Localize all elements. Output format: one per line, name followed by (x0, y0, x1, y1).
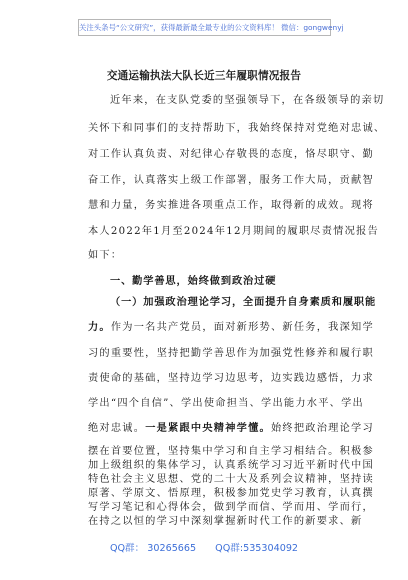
section-heading: 一、勤学善思，始终做到政治过硬 (110, 276, 277, 287)
subsection-heading: （一）加强政治理论学习，全面提升自身素质和履职能 (110, 297, 377, 308)
body-line: 本人2022年1月至2024年12月期间的履职尽责情况报告 (88, 226, 379, 237)
bold-phrase: 一是紧跟中央精神学懂。 (145, 423, 271, 434)
body-text: 始终把政治理论学习 (271, 423, 374, 434)
footer-qq-2: QQ群:535304092 (215, 543, 299, 554)
body-text: 绝对忠诚。 (88, 423, 146, 434)
body-line: 慧和力量，务实推进各项重点工作，取得新的成效。现将 (88, 200, 374, 211)
body-line: 责使命的基础，坚持边学习边思考，边实践边感悟，力求 (88, 373, 374, 384)
body-line: 写学习笔记和心得体会，做到学而信、学而用、学而行， (88, 502, 374, 513)
body-line: 习的重要性，坚持把勤学善思作为加强党性修养和履行职 (88, 348, 374, 359)
footer-contact (0, 540, 408, 554)
body-line: 奋工作，认真落实上级工作部署，服务工作大局，贡献智 (88, 175, 374, 186)
body-line: 如下： (88, 250, 123, 261)
body-line (88, 422, 374, 436)
body-line: 特色社会主义思想、党的二十大及系列会议精神，坚持读 (88, 474, 374, 485)
header-banner: 关注头条号“公文研究”，获得最新最全最专业的公文资料库！ 微信：gongwenyj (78, 19, 331, 36)
body-line: 学出“四个自信”、学出使命担当、学出能力水平、学出 (88, 398, 364, 409)
body-line: 加上级组织的集体学习，认真系统学习习近平新时代中国 (88, 460, 374, 471)
body-line (88, 321, 374, 335)
subsection-heading-end: 力。 (88, 322, 111, 333)
body-line: 对工作认真负责、对纪律心存敬畏的态度，恪尽职守、勤 (88, 149, 374, 160)
body-line: 关怀下和同事们的支持帮助下，我始终保持对党绝对忠诚、 (88, 123, 386, 134)
body-line: 原著、学原文、悟原理，积极参加党史学习教育，认真撰 (88, 488, 374, 499)
body-line: 在持之以恒的学习中深刻掌握新时代工作的新要求、新 (88, 516, 363, 527)
body-text: 作为一名共产党员，面对新形势、新任务，我深知学 (110, 322, 374, 333)
footer-qq-1: QQ群： 30265665 (109, 543, 197, 554)
document-title: 交通运输执法大队长近三年履职情况报告 (106, 70, 302, 82)
body-line: 近年来，在支队党委的坚强领导下，在各级领导的亲切 (110, 95, 385, 106)
body-line: 摆在首要位置，坚持集中学习和自主学习相结合。积极参 (88, 446, 374, 457)
